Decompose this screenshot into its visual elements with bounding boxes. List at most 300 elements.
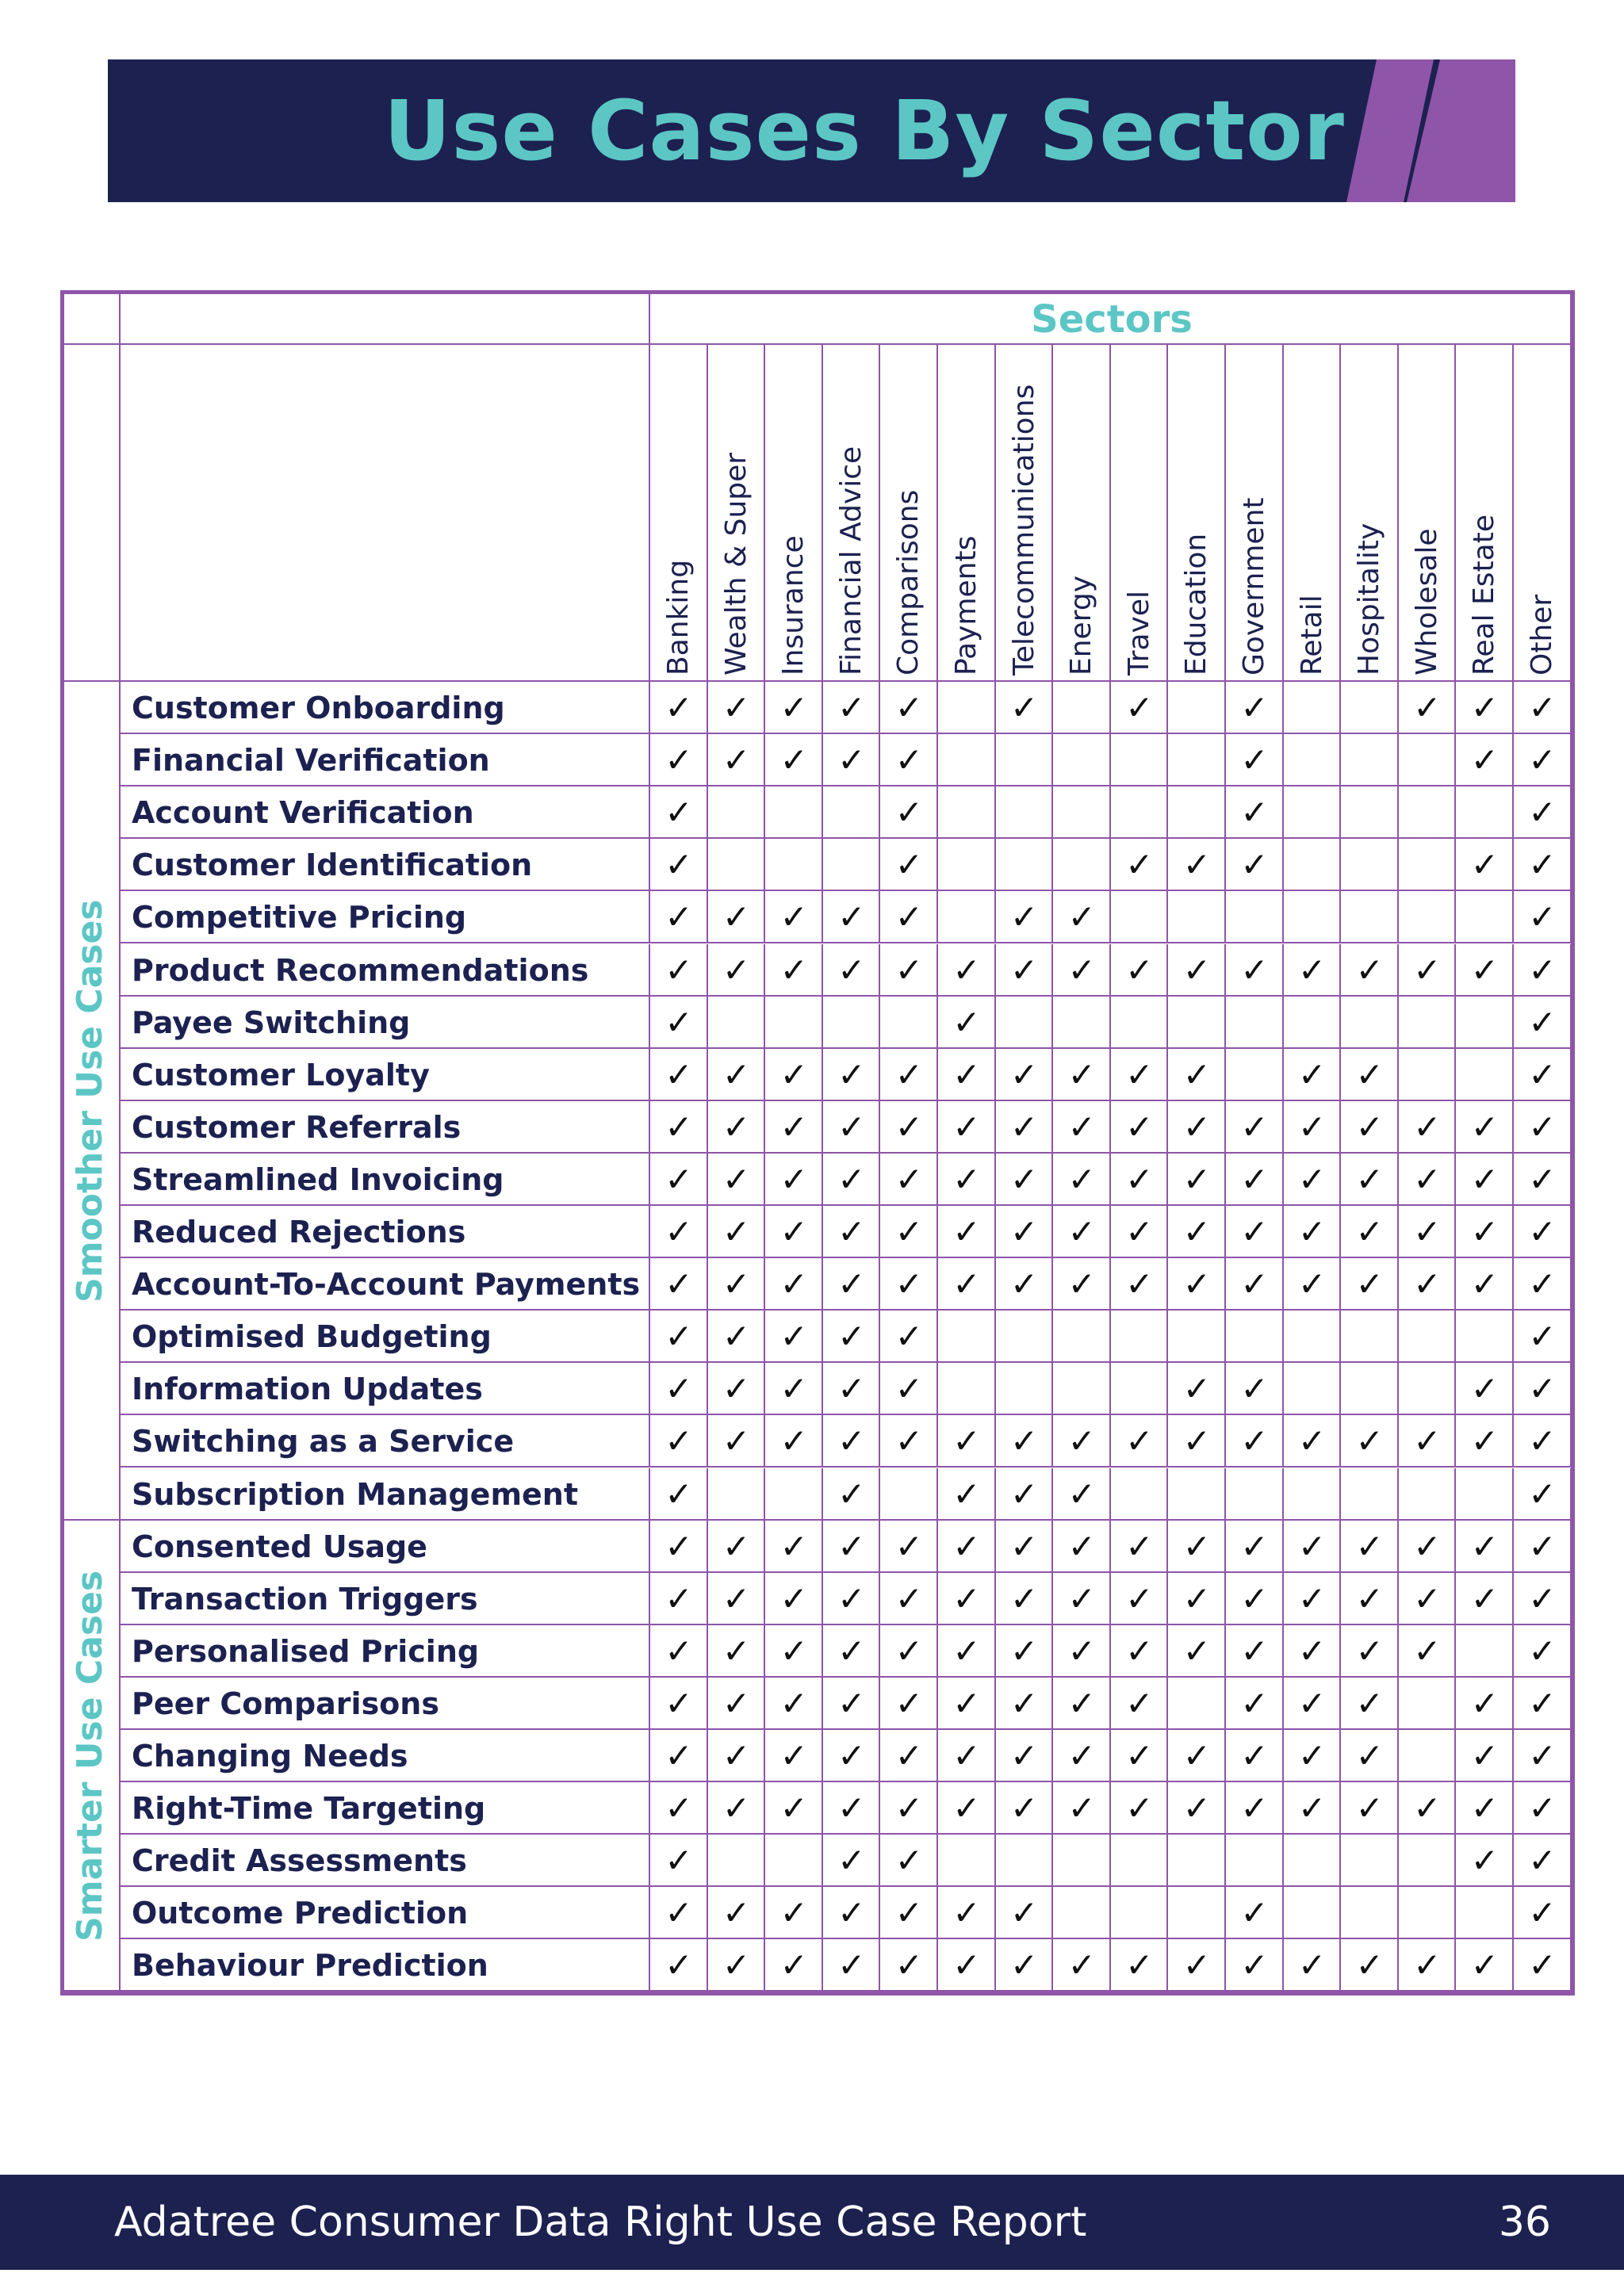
matrix-cell [765, 1835, 823, 1887]
checkmark-icon: ✓ [1067, 1159, 1096, 1199]
checkmark-icon: ✓ [1355, 1107, 1384, 1146]
matrix-cell [1284, 734, 1342, 786]
checkmark-icon: ✓ [952, 1107, 981, 1146]
use-case-label: Competitive Pricing [132, 900, 467, 936]
checkmark-icon: ✓ [1067, 1265, 1096, 1304]
checkmark-icon: ✓ [1067, 1631, 1096, 1670]
matrix-cell [938, 839, 996, 891]
checkmark-icon: ✓ [1355, 1683, 1384, 1723]
checkmark-icon: ✓ [1413, 1422, 1442, 1461]
checkmark-icon: ✓ [722, 1526, 751, 1566]
checkmark-icon: ✓ [1240, 950, 1269, 989]
checkmark-icon: ✓ [837, 1631, 866, 1670]
use-case-label: Streamlined Invoicing [132, 1161, 504, 1197]
matrix-cell [1111, 997, 1169, 1049]
checkmark-icon: ✓ [1297, 1526, 1327, 1566]
checkmark-icon: ✓ [1125, 1212, 1154, 1251]
checkmark-icon: ✓ [894, 1946, 923, 1985]
checkmark-icon: ✓ [722, 1159, 751, 1199]
checkmark-icon: ✓ [1470, 1841, 1499, 1881]
sector-label: Hospitality [1353, 522, 1386, 675]
checkmark-icon: ✓ [1182, 1107, 1211, 1146]
matrix-cell [1284, 786, 1342, 839]
checkmark-icon: ✓ [1413, 950, 1442, 989]
checkmark-icon: ✓ [952, 1946, 981, 1985]
checkmark-icon: ✓ [779, 1736, 808, 1775]
matrix-cell [1399, 1678, 1457, 1730]
checkmark-icon: ✓ [722, 1789, 751, 1828]
checkmark-icon: ✓ [894, 1159, 923, 1199]
use-case-label: Product Recommendations [132, 952, 589, 988]
checkmark-icon: ✓ [1182, 1054, 1211, 1094]
checkmark-icon: ✓ [952, 1893, 981, 1933]
checkmark-icon: ✓ [1355, 1212, 1384, 1251]
checkmark-icon: ✓ [1470, 1946, 1499, 1985]
matrix-cell [1284, 1311, 1342, 1363]
matrix-cell [1456, 1625, 1514, 1678]
checkmark-icon: ✓ [1470, 1789, 1499, 1828]
use-case-label: Peer Comparisons [132, 1686, 439, 1721]
checkmark-icon: ✓ [837, 1422, 866, 1461]
checkmark-icon: ✓ [1528, 1841, 1557, 1881]
checkmark-icon: ✓ [894, 950, 923, 989]
checkmark-icon: ✓ [1355, 1054, 1384, 1094]
checkmark-icon: ✓ [894, 897, 923, 937]
checkmark-icon: ✓ [894, 1631, 923, 1670]
checkmark-icon: ✓ [837, 688, 866, 727]
checkmark-icon: ✓ [1067, 1946, 1096, 1985]
matrix-cell [1053, 1887, 1111, 1939]
checkmark-icon: ✓ [1240, 845, 1269, 885]
checkmark-icon: ✓ [1355, 1946, 1384, 1985]
use-case-label: Customer Onboarding [132, 691, 505, 725]
checkmark-icon: ✓ [1413, 1159, 1442, 1199]
use-case-label: Changing Needs [132, 1739, 408, 1774]
checkmark-icon: ✓ [1125, 688, 1154, 727]
checkmark-icon: ✓ [665, 1736, 693, 1775]
checkmark-icon: ✓ [837, 1578, 866, 1618]
checkmark-icon: ✓ [1297, 1422, 1327, 1461]
checkmark-icon: ✓ [1240, 740, 1269, 780]
sector-label: Payments [950, 535, 982, 675]
checkmark-icon: ✓ [1009, 1631, 1039, 1670]
checkmark-icon: ✓ [1297, 950, 1327, 989]
matrix-cell [996, 1835, 1054, 1887]
checkmark-icon: ✓ [1413, 1107, 1442, 1146]
matrix-cell [708, 1468, 766, 1521]
checkmark-icon: ✓ [1528, 688, 1557, 727]
matrix-cell [1456, 1468, 1514, 1521]
checkmark-icon: ✓ [1009, 1736, 1039, 1775]
checkmark-icon: ✓ [1528, 1893, 1557, 1933]
matrix-cell [1284, 682, 1342, 734]
checkmark-icon: ✓ [1009, 1526, 1039, 1566]
use-case-label: Information Updates [132, 1372, 483, 1407]
matrix-cell [1168, 1835, 1226, 1887]
checkmark-icon: ✓ [837, 1893, 866, 1933]
checkmark-icon: ✓ [1182, 1526, 1211, 1566]
checkmark-icon: ✓ [894, 1683, 923, 1723]
use-case-label: Right-Time Targeting [132, 1791, 486, 1827]
checkmark-icon: ✓ [665, 845, 693, 885]
checkmark-icon: ✓ [1297, 1578, 1327, 1618]
matrix-cell [1399, 1468, 1457, 1521]
checkmark-icon: ✓ [894, 1265, 923, 1304]
checkmark-icon: ✓ [1125, 1054, 1154, 1094]
checkmark-icon: ✓ [837, 1526, 866, 1566]
checkmark-icon: ✓ [1470, 1683, 1499, 1723]
checkmark-icon: ✓ [894, 740, 923, 780]
matrix-cell [1053, 786, 1111, 839]
sector-label: Telecommunications [1007, 384, 1040, 675]
matrix-cell [1168, 1887, 1226, 1939]
checkmark-icon: ✓ [1182, 1578, 1211, 1618]
matrix-cell [1111, 1468, 1169, 1521]
checkmark-icon: ✓ [894, 1212, 923, 1251]
checkmark-icon: ✓ [1240, 1107, 1269, 1146]
checkmark-icon: ✓ [779, 688, 808, 727]
checkmark-icon: ✓ [1297, 1631, 1327, 1670]
checkmark-icon: ✓ [1009, 950, 1039, 989]
checkmark-icon: ✓ [779, 1212, 808, 1251]
checkmark-icon: ✓ [1240, 1893, 1269, 1933]
checkmark-icon: ✓ [665, 1317, 693, 1357]
checkmark-icon: ✓ [1240, 1683, 1269, 1723]
checkmark-icon: ✓ [1528, 1736, 1557, 1775]
checkmark-icon: ✓ [837, 897, 866, 937]
matrix-cell [1226, 1835, 1284, 1887]
matrix-cell [1053, 1363, 1111, 1415]
use-case-label: Outcome Prediction [132, 1896, 469, 1931]
checkmark-icon: ✓ [1528, 1265, 1557, 1304]
footer-bar [0, 2175, 1624, 2270]
matrix-cell [765, 1468, 823, 1521]
matrix-cell [1111, 1311, 1169, 1363]
checkmark-icon: ✓ [1413, 1946, 1442, 1985]
checkmark-icon: ✓ [837, 1841, 866, 1881]
checkmark-icon: ✓ [1470, 950, 1499, 989]
matrix-cell [1456, 997, 1514, 1049]
checkmark-icon: ✓ [952, 1159, 981, 1199]
checkmark-icon: ✓ [1528, 897, 1557, 937]
matrix-cell [1341, 1311, 1399, 1363]
checkmark-icon: ✓ [665, 1893, 693, 1933]
checkmark-icon: ✓ [1009, 688, 1039, 727]
checkmark-icon: ✓ [1528, 1526, 1557, 1566]
checkmark-icon: ✓ [1413, 1789, 1442, 1828]
matrix-cell [1341, 1363, 1399, 1415]
sector-label: Insurance [777, 535, 810, 675]
checkmark-icon: ✓ [779, 1789, 808, 1828]
checkmark-icon: ✓ [722, 1107, 751, 1146]
checkmark-icon: ✓ [1413, 1631, 1442, 1670]
checkmark-icon: ✓ [1470, 1265, 1499, 1304]
checkmark-icon: ✓ [1355, 1789, 1384, 1828]
use-case-label: Reduced Rejections [132, 1215, 466, 1249]
checkmark-icon: ✓ [1240, 688, 1269, 727]
checkmark-icon: ✓ [894, 845, 923, 885]
checkmark-icon: ✓ [722, 897, 751, 937]
matrix-cell [1399, 786, 1457, 839]
checkmark-icon: ✓ [1528, 1578, 1557, 1618]
checkmark-icon: ✓ [1182, 845, 1211, 885]
checkmark-icon: ✓ [1528, 1683, 1557, 1723]
checkmark-icon: ✓ [1067, 1422, 1096, 1461]
checkmark-icon: ✓ [1125, 1526, 1154, 1566]
matrix-cell [996, 1363, 1054, 1415]
checkmark-icon: ✓ [722, 1265, 751, 1304]
use-case-label: Behaviour Prediction [132, 1948, 488, 1984]
checkmark-icon: ✓ [779, 1107, 808, 1146]
checkmark-icon: ✓ [894, 1054, 923, 1094]
matrix-cell [1226, 1468, 1284, 1521]
checkmark-icon: ✓ [1009, 1107, 1039, 1146]
checkmark-icon: ✓ [1182, 1369, 1211, 1409]
checkmark-icon: ✓ [665, 1841, 693, 1881]
checkmark-icon: ✓ [1470, 1422, 1499, 1461]
matrix-cell [1399, 1835, 1457, 1887]
checkmark-icon: ✓ [779, 1369, 808, 1409]
checkmark-icon: ✓ [1528, 845, 1557, 885]
checkmark-icon: ✓ [952, 1002, 981, 1042]
matrix-cell [1168, 1311, 1226, 1363]
sector-label: Energy [1065, 575, 1098, 675]
use-case-label: Account-To-Account Payments [132, 1267, 641, 1303]
checkmark-icon: ✓ [1067, 1736, 1096, 1775]
matrix-cell [1226, 1049, 1284, 1101]
checkmark-icon: ✓ [1009, 1578, 1039, 1618]
checkmark-icon: ✓ [952, 1212, 981, 1251]
footer-title: Adatree Consumer Data Right Use Case Report [114, 2198, 1087, 2246]
checkmark-icon: ✓ [1528, 1474, 1557, 1513]
checkmark-icon: ✓ [894, 1789, 923, 1828]
checkmark-icon: ✓ [837, 1683, 866, 1723]
matrix-cell [1226, 997, 1284, 1049]
checkmark-icon: ✓ [1240, 793, 1269, 832]
matrix-cell [938, 734, 996, 786]
checkmark-icon: ✓ [952, 1474, 981, 1513]
checkmark-icon: ✓ [1125, 1736, 1154, 1775]
sector-label: Comparisons [892, 489, 925, 675]
checkmark-icon: ✓ [1470, 1369, 1499, 1409]
checkmark-icon: ✓ [1470, 1526, 1499, 1566]
checkmark-icon: ✓ [1297, 1946, 1327, 1985]
matrix-cell [1053, 1835, 1111, 1887]
checkmark-icon: ✓ [665, 1526, 693, 1566]
matrix-cell [823, 997, 881, 1049]
checkmark-icon: ✓ [1125, 1578, 1154, 1618]
checkmark-icon: ✓ [1125, 1422, 1154, 1461]
checkmark-icon: ✓ [1528, 1159, 1557, 1199]
checkmark-icon: ✓ [1470, 1736, 1499, 1775]
checkmark-icon: ✓ [722, 1422, 751, 1461]
matrix-cell [1399, 1311, 1457, 1363]
use-case-label: Payee Switching [132, 1004, 411, 1040]
checkmark-icon: ✓ [665, 1159, 693, 1199]
checkmark-icon: ✓ [779, 1893, 808, 1933]
checkmark-icon: ✓ [1413, 1526, 1442, 1566]
matrix-cell [1111, 1363, 1169, 1415]
matrix-cell [708, 1835, 766, 1887]
checkmark-icon: ✓ [1182, 1422, 1211, 1461]
matrix-cell [1284, 891, 1342, 943]
checkmark-icon: ✓ [1297, 1736, 1327, 1775]
matrix-cell [1168, 997, 1226, 1049]
checkmark-icon: ✓ [1355, 1526, 1384, 1566]
checkmark-icon: ✓ [779, 1317, 808, 1357]
corner-cell [60, 345, 121, 682]
checkmark-icon: ✓ [1009, 1946, 1039, 1985]
checkmark-icon: ✓ [1067, 1789, 1096, 1828]
matrix-cell [1111, 734, 1169, 786]
matrix-cell [1456, 1887, 1514, 1939]
checkmark-icon: ✓ [665, 1578, 693, 1618]
checkmark-icon: ✓ [722, 1736, 751, 1775]
checkmark-icon: ✓ [1240, 1789, 1269, 1828]
checkmark-icon: ✓ [1009, 1683, 1039, 1723]
matrix-cell [1168, 1468, 1226, 1521]
checkmark-icon: ✓ [1528, 1212, 1557, 1251]
checkmark-icon: ✓ [779, 1265, 808, 1304]
checkmark-icon: ✓ [1470, 1212, 1499, 1251]
checkmark-icon: ✓ [1240, 1578, 1269, 1618]
checkmark-icon: ✓ [722, 1893, 751, 1933]
matrix-cell [1284, 839, 1342, 891]
matrix-cell [1111, 786, 1169, 839]
checkmark-icon: ✓ [722, 1631, 751, 1670]
checkmark-icon: ✓ [952, 950, 981, 989]
checkmark-icon: ✓ [1240, 1422, 1269, 1461]
checkmark-icon: ✓ [1355, 950, 1384, 989]
matrix-cell [1341, 734, 1399, 786]
matrix-cell [1226, 1311, 1284, 1363]
checkmark-icon: ✓ [1067, 1054, 1096, 1094]
checkmark-icon: ✓ [952, 1422, 981, 1461]
use-case-label: Optimised Budgeting [132, 1319, 492, 1355]
checkmark-icon: ✓ [722, 688, 751, 727]
checkmark-icon: ✓ [1067, 1474, 1096, 1513]
corner-cell [121, 290, 650, 345]
page-number: 36 [1498, 2198, 1551, 2246]
checkmark-icon: ✓ [1297, 1159, 1327, 1199]
matrix-cell [1456, 786, 1514, 839]
checkmark-icon: ✓ [1240, 1526, 1269, 1566]
checkmark-icon: ✓ [1355, 1159, 1384, 1199]
checkmark-icon: ✓ [665, 1107, 693, 1146]
use-case-label: Customer Identification [132, 848, 533, 883]
matrix-cell [1456, 1049, 1514, 1101]
matrix-cell [1456, 1311, 1514, 1363]
checkmark-icon: ✓ [665, 1422, 693, 1461]
checkmark-icon: ✓ [1182, 1265, 1211, 1304]
use-case-label: Customer Loyalty [132, 1057, 430, 1093]
checkmark-icon: ✓ [837, 740, 866, 780]
checkmark-icon: ✓ [894, 1107, 923, 1146]
matrix-cell [996, 1311, 1054, 1363]
matrix-cell [938, 891, 996, 943]
checkmark-icon: ✓ [1240, 1159, 1269, 1199]
checkmark-icon: ✓ [1067, 950, 1096, 989]
use-case-label: Consented Usage [132, 1529, 427, 1564]
checkmark-icon: ✓ [722, 1212, 751, 1251]
checkmark-icon: ✓ [1009, 1265, 1039, 1304]
checkmark-icon: ✓ [1009, 1159, 1039, 1199]
matrix-cell [880, 1468, 938, 1521]
matrix-cell [1053, 1311, 1111, 1363]
checkmark-icon: ✓ [1125, 950, 1154, 989]
checkmark-icon: ✓ [1528, 950, 1557, 989]
matrix-cell [1399, 839, 1457, 891]
matrix-cell [1341, 997, 1399, 1049]
checkmark-icon: ✓ [1182, 1631, 1211, 1670]
use-case-label: Financial Verification [132, 743, 490, 779]
matrix-cell [1341, 891, 1399, 943]
group-label: Smoother Use Cases [70, 899, 110, 1303]
checkmark-icon: ✓ [952, 1054, 981, 1094]
checkmark-icon: ✓ [1125, 1265, 1154, 1304]
checkmark-icon: ✓ [1067, 1526, 1096, 1566]
checkmark-icon: ✓ [1009, 1893, 1039, 1933]
matrix-cell [1341, 682, 1399, 734]
sector-label: Wealth & Super [719, 452, 753, 675]
checkmark-icon: ✓ [1297, 1683, 1327, 1723]
checkmark-icon: ✓ [1528, 1422, 1557, 1461]
checkmark-icon: ✓ [837, 1107, 866, 1146]
checkmark-icon: ✓ [1182, 1212, 1211, 1251]
matrix-cell [823, 786, 881, 839]
matrix-cell [996, 786, 1054, 839]
matrix-cell [938, 1835, 996, 1887]
checkmark-icon: ✓ [779, 950, 808, 989]
checkmark-icon: ✓ [1125, 1683, 1154, 1723]
checkmark-icon: ✓ [779, 1422, 808, 1461]
checkmark-icon: ✓ [1009, 1422, 1039, 1461]
checkmark-icon: ✓ [779, 740, 808, 780]
checkmark-icon: ✓ [894, 1578, 923, 1618]
checkmark-icon: ✓ [952, 1265, 981, 1304]
checkmark-icon: ✓ [894, 688, 923, 727]
checkmark-icon: ✓ [1470, 688, 1499, 727]
checkmark-icon: ✓ [1125, 845, 1154, 885]
checkmark-icon: ✓ [1413, 1578, 1442, 1618]
use-case-label: Personalised Pricing [132, 1633, 480, 1669]
checkmark-icon: ✓ [665, 897, 693, 937]
checkmark-icon: ✓ [1067, 897, 1096, 937]
checkmark-icon: ✓ [1240, 1369, 1269, 1409]
checkmark-icon: ✓ [1470, 1159, 1499, 1199]
use-case-label: Credit Assessments [132, 1843, 467, 1879]
matrix-cell [1226, 891, 1284, 943]
checkmark-icon: ✓ [665, 1212, 693, 1251]
checkmark-icon: ✓ [665, 1474, 693, 1513]
checkmark-icon: ✓ [1413, 1212, 1442, 1251]
checkmark-icon: ✓ [1297, 1054, 1327, 1094]
group-label: Smarter Use Cases [70, 1570, 110, 1942]
checkmark-icon: ✓ [722, 1054, 751, 1094]
checkmark-icon: ✓ [1528, 1002, 1557, 1042]
checkmark-icon: ✓ [665, 793, 693, 832]
sectors-heading: Sectors [1031, 297, 1193, 342]
checkmark-icon: ✓ [837, 1474, 866, 1513]
matrix-cell [1399, 1887, 1457, 1939]
checkmark-icon: ✓ [665, 1265, 693, 1304]
checkmark-icon: ✓ [1355, 1736, 1384, 1775]
checkmark-icon: ✓ [722, 1578, 751, 1618]
checkmark-icon: ✓ [837, 1159, 866, 1199]
checkmark-icon: ✓ [665, 1946, 693, 1985]
matrix-cell [1341, 1835, 1399, 1887]
matrix-cell [1168, 891, 1226, 943]
